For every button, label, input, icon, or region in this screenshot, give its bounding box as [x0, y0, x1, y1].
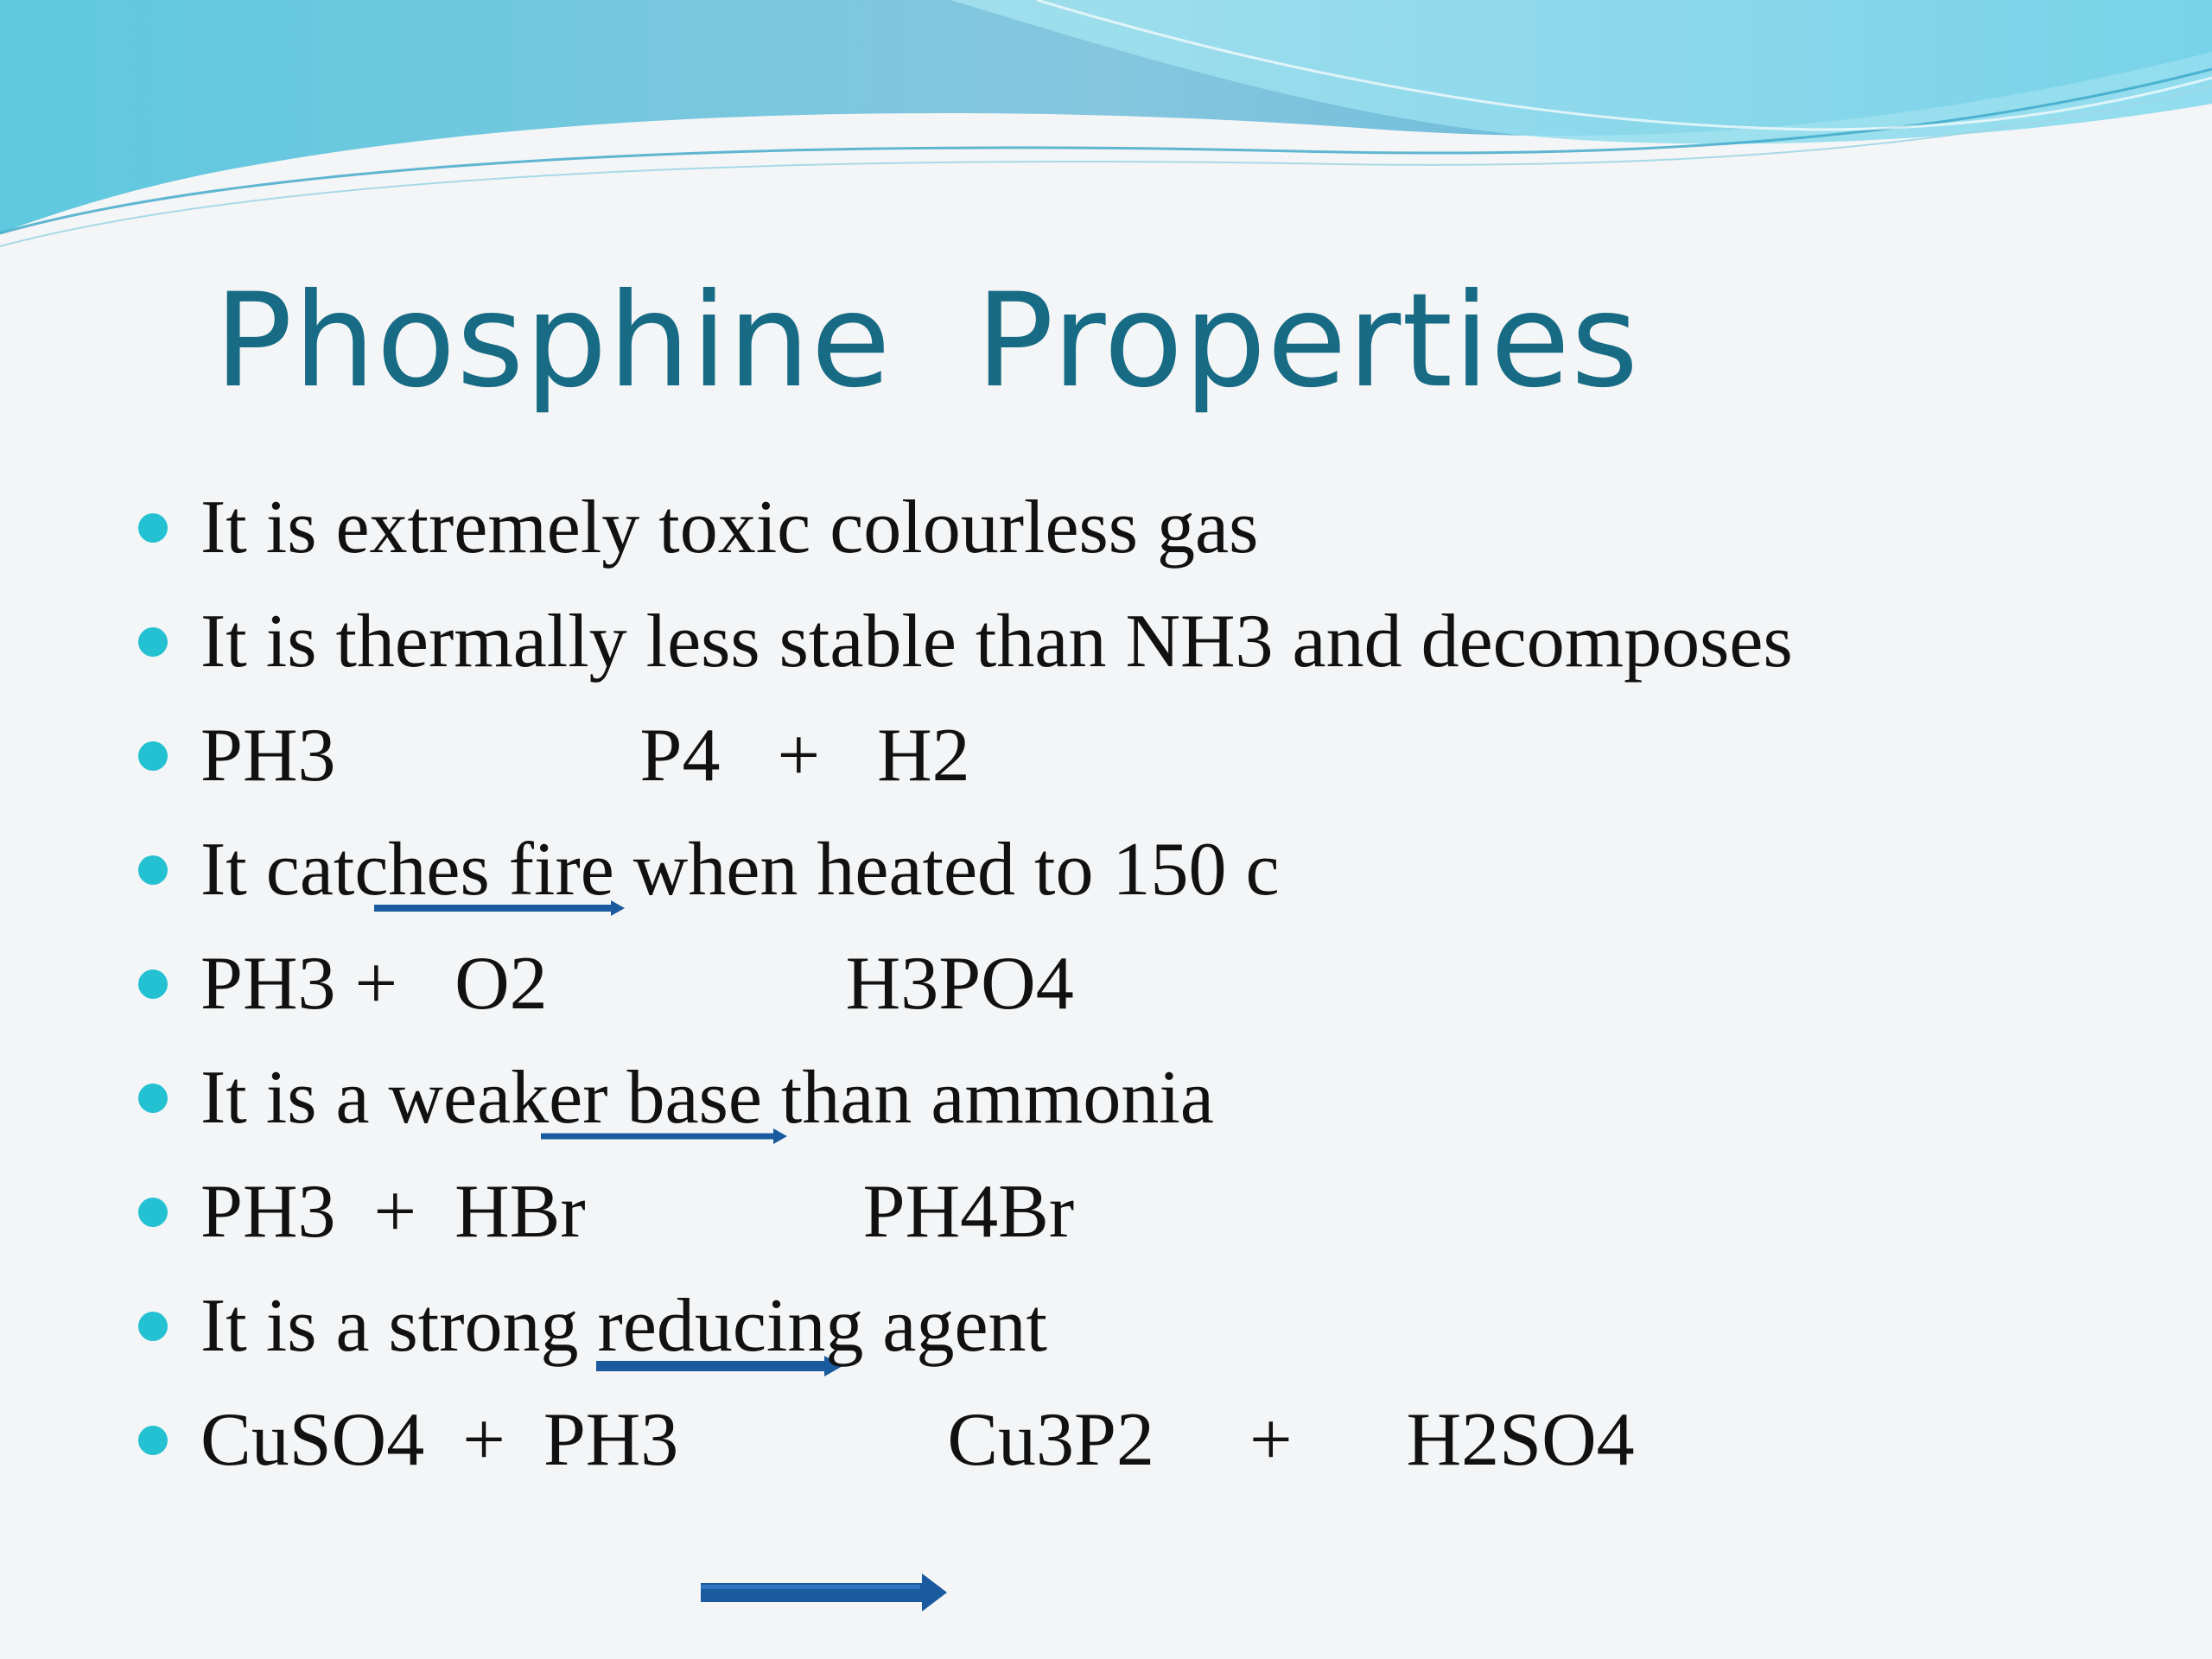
bullet-item — [200, 471, 1258, 585]
equation-item — [200, 1383, 1635, 1497]
bullet-dot — [138, 1312, 168, 1341]
bullet-dot — [138, 741, 168, 771]
bullet-dot — [138, 1198, 168, 1227]
bullet-item — [200, 585, 1793, 699]
slide-title: Phosphine Properties — [214, 266, 1640, 416]
equation-item — [200, 927, 1074, 1041]
bullet-item — [200, 1269, 1047, 1383]
equation-rhs: Cu3P2 + H2SO4 — [947, 1398, 1635, 1482]
bullet-text: It is a weaker base than ammonia — [200, 1056, 1214, 1140]
reaction-arrow-icon — [541, 974, 787, 995]
header-wave-decoration — [0, 0, 2212, 276]
equation-rhs: P4 + H2 — [639, 714, 970, 798]
equation-lhs: PH3 + O2 — [200, 942, 548, 1026]
bullet-text: It is thermally less stable than NH3 and decomposes — [200, 600, 1793, 683]
bullet-dot — [138, 969, 168, 999]
bullet-text: It is extremely toxic colourless gas — [200, 486, 1259, 569]
bullet-text: It catches fire when heated to 150 c — [200, 828, 1280, 912]
bullet-dot — [138, 513, 168, 543]
bullet-item — [200, 813, 1280, 927]
reaction-arrow-icon — [701, 1421, 947, 1459]
bullet-dot — [138, 627, 168, 657]
equation-item — [200, 1155, 1074, 1269]
equation-rhs: H3PO4 — [845, 942, 1074, 1026]
bullet-dot — [138, 855, 168, 885]
bullet-item — [200, 1041, 1214, 1155]
equation-lhs: PH3 — [200, 714, 336, 798]
equation-lhs: PH3 + HBr — [200, 1170, 586, 1254]
equation-lhs: CuSO4 + PH3 — [200, 1398, 679, 1482]
bullet-dot — [138, 1426, 168, 1455]
equation-rhs: PH4Br — [862, 1170, 1075, 1254]
reaction-arrow-icon — [374, 746, 625, 766]
reaction-arrow-icon — [596, 1202, 842, 1223]
bullet-dot — [138, 1084, 168, 1113]
equation-item — [200, 699, 970, 813]
bullet-text: It is a strong reducing agent — [200, 1284, 1047, 1368]
